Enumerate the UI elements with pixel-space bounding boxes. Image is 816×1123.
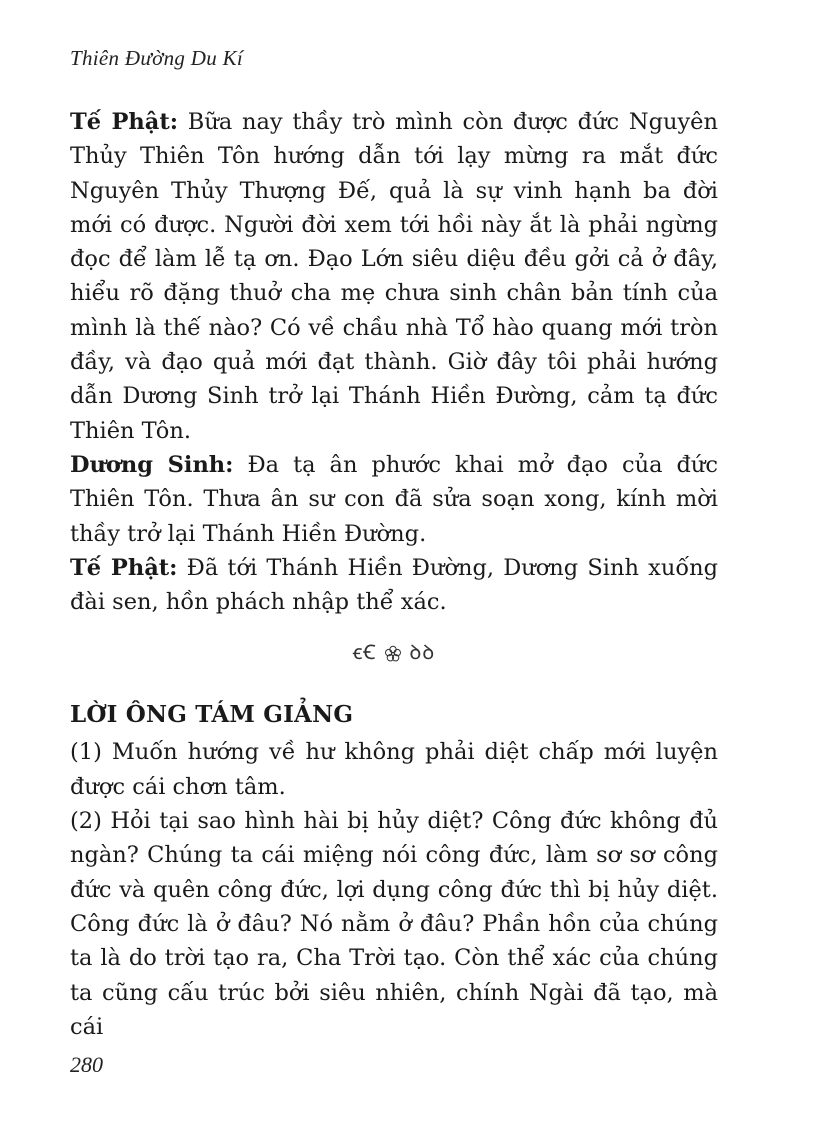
speaker-name: Tế Phật: <box>70 109 179 135</box>
dialogue-text: Đã tới Thánh Hiền Đường, Dương Sinh xuống đài sen, hồn phách nhập thể xác. <box>70 554 718 616</box>
section-paragraph: (2) Hỏi tại sao hình hài bị hủy diệt? Công đức không đủ ngàn? Chúng ta cái miệng nói công đức, làm sơ sơ công đức và quên công đức, lợi dụng công đức thì bị hủy diệt. Công đức là ở đâu? Nó nằm ở đâu? Phần hồn của chúng ta là do trời tạo ra, Cha Trời tạo. Còn thể xác của chúng ta cũng cấu trúc bởi siêu nhiên, chính Ngài đã tạo, mà cái <box>70 808 718 1040</box>
speaker-name: Dương Sinh: <box>70 451 234 478</box>
section-divider-ornament <box>70 637 718 667</box>
ornament-left: ꞓꞒ <box>352 640 377 665</box>
page-number: 280 <box>70 1052 103 1077</box>
dialogue-paragraph <box>70 551 718 620</box>
section-paragraph: (1) Muốn hướng về hư không phải diệt chấp mới luyện được cái chơn tâm. <box>70 739 718 800</box>
flower-ornament-icon <box>384 640 409 664</box>
speaker-name: Tế Phật: <box>70 554 178 581</box>
dialogue-text: Bữa nay thầy trò mình còn được đức Nguyên Thủy Thiên Tôn hướng dẫn tới lạy mừng ra mắt đức Nguyên Thủy Thượng Đế, quả là sự vinh hạnh ba đời mới có được. Người đời xem tới hồi này ắt là phải ngừng đọc để làm lễ tạ ơn. Đạo Lớn siêu diệu đều gởi cả ở đây, hiểu rõ đặng thuở cha mẹ chưa sinh chân bản tính của mình là thế nào? Có về chầu nhà Tổ hào quang mới tròn đầy, và đạo quả mới đạt thành. Giờ đây tôi phải hướng dẫn Dương Sinh trở lại Thánh Hiền Đường, cảm tạ đức Thiên Tôn. <box>70 109 718 444</box>
page-content <box>70 105 718 1044</box>
dialogue-text: Đa tạ ân phước khai mở đạo của đức Thiên Tôn. Thưa ân sư con đã sửa soạn xong, kính mời thầy trở lại Thánh Hiền Đường. <box>70 451 718 547</box>
dialogue-paragraph <box>70 448 718 551</box>
ornament-right: ꝺꝺ <box>409 640 436 665</box>
section-heading: LỜI ÔNG TÁM GIẢNG <box>70 701 354 729</box>
dialogue-paragraph <box>70 105 718 448</box>
running-head-title: Thiên Đường Du Kí <box>70 46 244 70</box>
